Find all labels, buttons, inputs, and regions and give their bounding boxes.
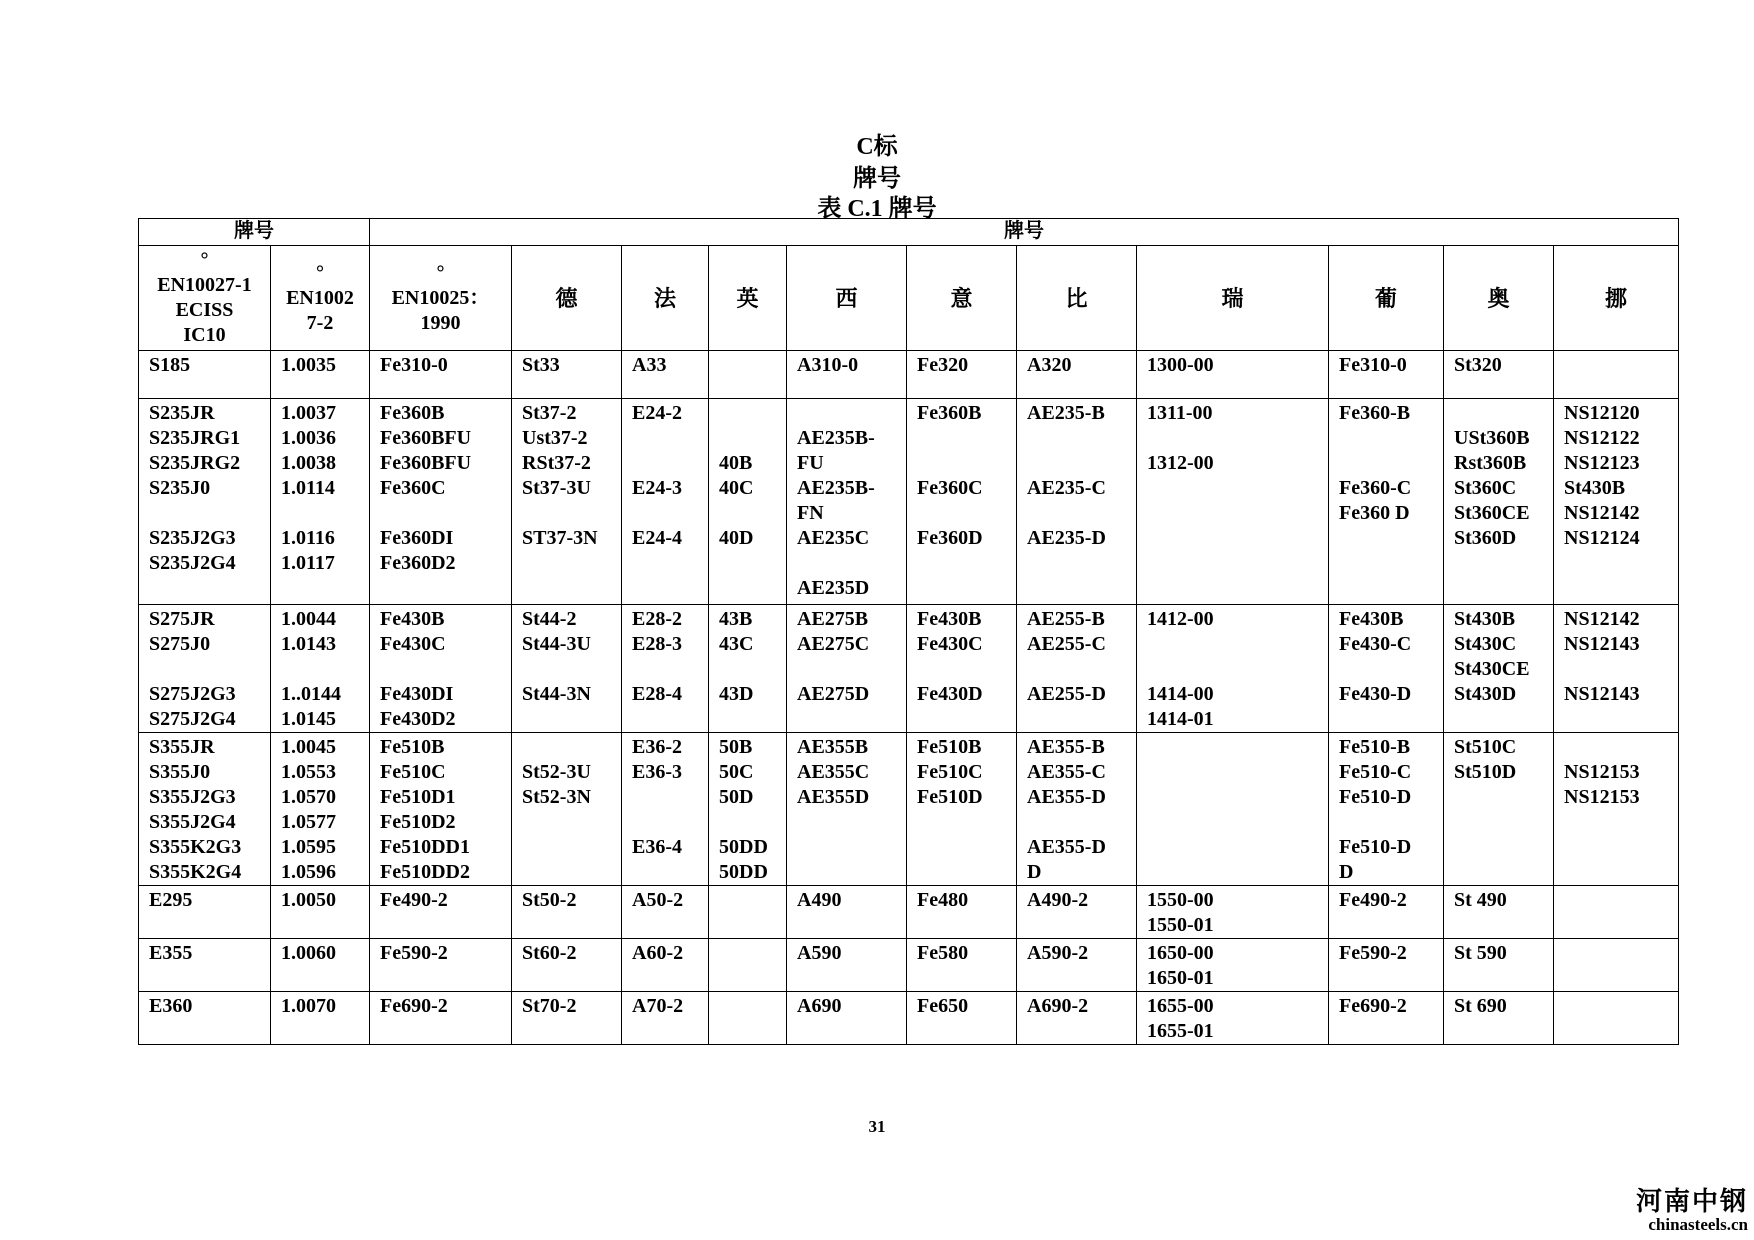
table-row (139, 939, 1679, 992)
table-cell: A320 (1017, 351, 1137, 399)
table-cell: A60-2 (622, 939, 709, 992)
table-cell: Fe430B Fe430-C Fe430-D (1329, 605, 1444, 733)
table-row (139, 399, 1679, 605)
table-row (139, 605, 1679, 733)
table-cell: St50-2 (512, 886, 622, 939)
table-cell: 1.0037 1.0036 1.0038 1.0114 1.0116 1.0117 (271, 399, 370, 605)
col-header-uk: 英 (709, 246, 787, 351)
grade-comparison-table (138, 218, 1679, 1045)
table-body (139, 351, 1679, 1045)
table-cell: Fe360-B Fe360-C Fe360 D (1329, 399, 1444, 605)
table-cell: 1.0045 1.0553 1.0570 1.0577 1.0595 1.0596 (271, 733, 370, 886)
table-cell: St510C St510D (1444, 733, 1554, 886)
table-cell: AE355B AE355C AE355D (787, 733, 907, 886)
table-cell: S185 (139, 351, 271, 399)
col-header-norway: 挪 (1554, 246, 1679, 351)
table-row (139, 733, 1679, 886)
col-header-spain: 西 (787, 246, 907, 351)
table-row (139, 351, 1679, 399)
table-cell: 50B 50C 50D 50DD 50DD (709, 733, 787, 886)
table-cell: St 590 (1444, 939, 1554, 992)
table-cell (1137, 733, 1329, 886)
table-cell (1554, 939, 1679, 992)
col-header-italy: 意 (907, 246, 1017, 351)
table-cell: A490-2 (1017, 886, 1137, 939)
table-cell: AE275B AE275C AE275D (787, 605, 907, 733)
table-cell: AE255-B AE255-C AE255-D (1017, 605, 1137, 733)
table-caption: 表 C.1 牌号 (817, 196, 937, 222)
col-header-en10027-2: ° EN1002 7-2 (271, 246, 370, 351)
table-cell: St 490 (1444, 886, 1554, 939)
table-cell: E355 (139, 939, 271, 992)
table-cell: 1.0035 (271, 351, 370, 399)
col-header-en10025: ° EN10025： 1990 (370, 246, 512, 351)
group-header-left: 牌号 (139, 219, 370, 246)
table-cell: St44-2 St44-3U St44-3N (512, 605, 622, 733)
table-cell: Fe430B Fe430C Fe430DI Fe430D2 (370, 605, 512, 733)
watermark-cn: 河南中钢 (1635, 1187, 1748, 1216)
table-cell: AE235-B AE235-C AE235-D (1017, 399, 1137, 605)
page-number: 31 (868, 1117, 886, 1136)
table-cell: St52-3U St52-3N (512, 733, 622, 886)
group-header-right: 牌号 (370, 219, 1679, 246)
table-cell: E295 (139, 886, 271, 939)
watermark-logo (1636, 1188, 1748, 1234)
table-cell: 1550-00 1550-01 (1137, 886, 1329, 939)
table-cell (709, 992, 787, 1045)
table-cell: St 690 (1444, 992, 1554, 1045)
table-cell: E28-2 E28-3 E28-4 (622, 605, 709, 733)
table-cell: 1.0070 (271, 992, 370, 1045)
col-header-portugal: 葡 (1329, 246, 1444, 351)
col-header-en10027-1: ° EN10027-1 ECISS IC10 (139, 246, 271, 351)
table-cell: Fe490-2 (370, 886, 512, 939)
table-cell: Fe310-0 (370, 351, 512, 399)
table-cell: Fe490-2 (1329, 886, 1444, 939)
annex-subtitle: 牌号 (853, 166, 901, 192)
col-header-germany: 德 (512, 246, 622, 351)
table-cell: St430B St430C St430CE St430D (1444, 605, 1554, 733)
table-cell: 1.0050 (271, 886, 370, 939)
col-header-belgium: 比 (1017, 246, 1137, 351)
table-cell: A50-2 (622, 886, 709, 939)
table-cell: 43B 43C 43D (709, 605, 787, 733)
table-cell: USt360B Rst360B St360C St360CE St360D (1444, 399, 1554, 605)
table-cell: St320 (1444, 351, 1554, 399)
table-cell: St70-2 (512, 992, 622, 1045)
table-cell: A690-2 (1017, 992, 1137, 1045)
table-cell (709, 886, 787, 939)
table-cell: S355JR S355J0 S355J2G3 S355J2G4 S355K2G3 S355K2G4 (139, 733, 271, 886)
table-cell: Fe580 (907, 939, 1017, 992)
table-cell: E360 (139, 992, 271, 1045)
table-cell: St60-2 (512, 939, 622, 992)
col-header-sweden: 瑞 (1137, 246, 1329, 351)
table-cell: NS12153 NS12153 (1554, 733, 1679, 886)
table-cell: Fe510-B Fe510-C Fe510-D Fe510-D D (1329, 733, 1444, 886)
table-cell: Fe650 (907, 992, 1017, 1045)
col-header-france: 法 (622, 246, 709, 351)
table-row (139, 992, 1679, 1045)
table-cell: 1412-00 1414-00 1414-01 (1137, 605, 1329, 733)
table-cell (709, 939, 787, 992)
table-cell: Fe690-2 (370, 992, 512, 1045)
table-cell: 1.0044 1.0143 1..0144 1.0145 (271, 605, 370, 733)
table-cell (1554, 351, 1679, 399)
table-cell: Fe310-0 (1329, 351, 1444, 399)
table-cell: Fe510B Fe510C Fe510D (907, 733, 1017, 886)
table-cell: E36-2 E36-3 E36-4 (622, 733, 709, 886)
table-cell: Fe360B Fe360C Fe360D (907, 399, 1017, 605)
table-cell: A590-2 (1017, 939, 1137, 992)
table-cell (1554, 992, 1679, 1045)
table-cell: A310-0 (787, 351, 907, 399)
table-cell: 1.0060 (271, 939, 370, 992)
table-cell: Fe510B Fe510C Fe510D1 Fe510D2 Fe510DD1 Fe510DD2 (370, 733, 512, 886)
table-cell: NS12120 NS12122 NS12123 St430B NS12142 NS12124 (1554, 399, 1679, 605)
table-cell: AE355-B AE355-C AE355-D AE355-D D (1017, 733, 1137, 886)
watermark-en: chinasteels.cn (1648, 1215, 1748, 1234)
table-cell: St37-2 Ust37-2 RSt37-2 St37-3U ST37-3N (512, 399, 622, 605)
table-cell: A590 (787, 939, 907, 992)
table-cell: Fe320 (907, 351, 1017, 399)
table-cell: A70-2 (622, 992, 709, 1045)
table-cell: Fe360B Fe360BFU Fe360BFU Fe360C Fe360DI Fe360D2 (370, 399, 512, 605)
table-cell: 1300-00 (1137, 351, 1329, 399)
table-cell: A33 (622, 351, 709, 399)
table-cell: A690 (787, 992, 907, 1045)
table-cell: NS12142 NS12143 NS12143 (1554, 605, 1679, 733)
table-cell: 40B 40C 40D (709, 399, 787, 605)
table-cell (709, 351, 787, 399)
group-header-row (139, 219, 1679, 246)
table-cell: 1655-00 1655-01 (1137, 992, 1329, 1045)
annex-title: C标 (856, 134, 898, 160)
col-header-austria: 奥 (1444, 246, 1554, 351)
table-cell: S275JR S275J0 S275J2G3 S275J2G4 (139, 605, 271, 733)
table-cell: E24-2 E24-3 E24-4 (622, 399, 709, 605)
table-cell: S235JR S235JRG1 S235JRG2 S235J0 S235J2G3 S235J2G4 (139, 399, 271, 605)
table-row (139, 886, 1679, 939)
table-cell: A490 (787, 886, 907, 939)
table-cell (1554, 886, 1679, 939)
table-cell: Fe480 (907, 886, 1017, 939)
table-cell: Fe590-2 (370, 939, 512, 992)
table-cell: 1311-00 1312-00 (1137, 399, 1329, 605)
table-cell: St33 (512, 351, 622, 399)
column-header-row (139, 246, 1679, 351)
table-cell: Fe430B Fe430C Fe430D (907, 605, 1017, 733)
table-cell: AE235B- FU AE235B- FN AE235C AE235D (787, 399, 907, 605)
table-cell: Fe690-2 (1329, 992, 1444, 1045)
table-cell: Fe590-2 (1329, 939, 1444, 992)
table-cell: 1650-00 1650-01 (1137, 939, 1329, 992)
